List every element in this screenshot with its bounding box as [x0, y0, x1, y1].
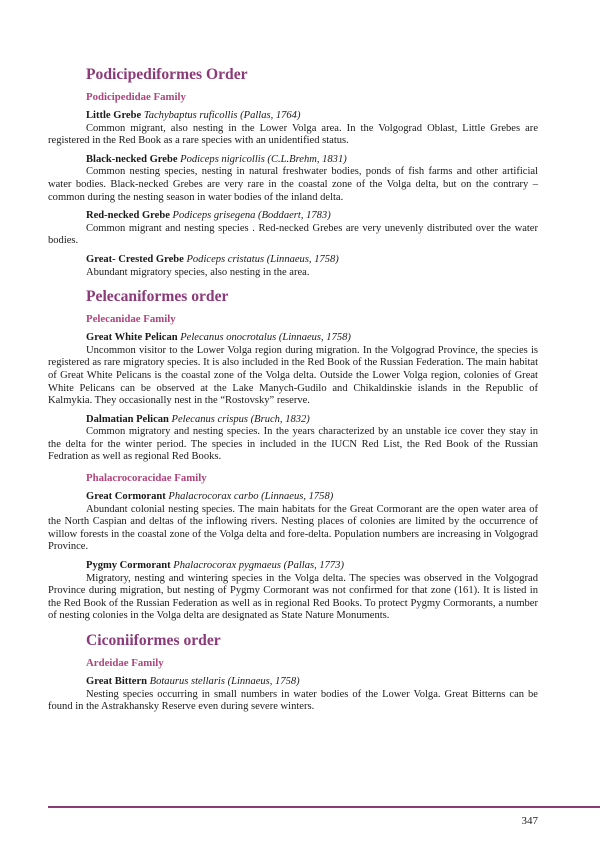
family-heading: Phalacrocoracidae Family [86, 472, 207, 485]
species-entry [48, 676, 538, 714]
species-common-name: Pygmy Cormorant [86, 560, 171, 572]
species-entry [48, 491, 538, 554]
species-latin-name: Phalacrocorax pygmaeus (Pallas, 1773) [173, 560, 344, 572]
species-latin-name: Podiceps grisegena (Boddaert, 1783) [172, 210, 331, 222]
species-entry [48, 560, 538, 623]
species-latin-name: Podiceps cristatus (Linnaeus, 1758) [186, 253, 339, 265]
species-description: Migratory, nesting and wintering species in the Volga delta. The species was observed in the Volgograd Province during migration, but nesting of Pygmy Cormorant was not confirmed for that zone (161). It is listed in the Red Book of the Russian Federation as well as in regional Red Books. To protect Pygmy Cormorants, a number of nesting colonies in the Volga delta are designated as State Nature Monuments. [48, 572, 538, 622]
species-common-name: Great- Crested Grebe [86, 253, 184, 265]
species-description: Common migrant and nesting species . Red-necked Grebes are very unevenly distributed over the water bodies. [48, 222, 538, 247]
species-common-name: Dalmatian Pelican [86, 413, 169, 425]
species-latin-name: Botaurus stellaris (Linnaeus, 1758) [149, 676, 300, 687]
species-latin-name: Pelecanus onocrotalus (Linnaeus, 1758) [180, 332, 351, 344]
species-description: Common nesting species, nesting in natural freshwater bodies, ponds of fish farms and other artificial water bodies. Black-necked Grebes are very rare in the coastal zone of the Volga delta, but on the contrary – common during the nesting season in water bodies of the inland delta. [48, 166, 538, 203]
page-number: 347 [521, 815, 538, 827]
species-entry [48, 154, 538, 204]
species-common-name: Red-necked Grebe [86, 210, 170, 222]
species-common-name: Great White Pelican [86, 332, 178, 344]
species-latin-name: Podiceps nigricollis (C.L.Brehm, 1831) [180, 153, 347, 165]
species-common-name: Great Bittern [86, 676, 148, 687]
order-heading: Podicipediformes Order [86, 66, 248, 83]
page-content [48, 66, 538, 720]
family-heading: Ardeidae Family [86, 657, 164, 669]
species-entry [48, 332, 538, 408]
species-description: Uncommon visitor to the Lower Volga region during migration. In the Volgograd Province, the species is registered as rare migratory species. It is also included in the Red Book of the Russian Federation. The main habitat of Great White Pelicans is the coastal zone of the Volga delta. Outside the Lower Volga region, colonies of Great White Pelicans can be observed at the Lake Manych-Gudilo and Chikaldinskie islands in the Republic of Kalmykia. They occasionally nest in the “Rostovsky” reserve. [48, 344, 538, 407]
order-heading: Pelecaniformes order [86, 288, 229, 306]
species-latin-name: Tachybaptus ruficollis (Pallas, 1764) [143, 110, 301, 121]
species-description: Nesting species occurring in small numbers in water bodies of the Lower Volga. Great Bitterns can be found in the Astrakhansky Reserve even during severe winters. [48, 688, 538, 713]
species-description: Abundant migratory species, also nesting in the area. [86, 266, 310, 278]
order-heading: Ciconiiformes order [86, 632, 221, 649]
species-entry [48, 254, 538, 279]
species-common-name: Black-necked Grebe [86, 153, 178, 165]
species-description: Abundant colonial nesting species. The main habitats for the Great Cormorant are the open water area of the North Caspian and deltas of the inflowing rivers. Nesting places of colonies are limited by the occurrence of willow forests in the coastal zone of the Volga delta and fore-delta. Population numbers are increasing in Volgograd Province. [48, 503, 538, 553]
species-latin-name: Phalacrocorax carbo (Linnaeus, 1758) [168, 491, 334, 503]
species-latin-name: Pelecanus crispus (Bruch, 1832) [171, 413, 310, 425]
family-heading: Podicipedidae Family [86, 91, 186, 103]
species-description: Common migrant, also nesting in the Lower Volga area. In the Volgograd Oblast, Little Grebes are registered in the Red Book as a rare species with an unidentified status. [48, 122, 538, 147]
species-description: Common migratory and nesting species. In the years characterized by an unstable ice cover they stay in the delta for the winter period. The species in included in the IUCN Red List, the Red Book of the Russian Fedration as well as regional Red Books. [48, 426, 538, 463]
family-heading: Pelecanidae Family [86, 313, 176, 326]
species-common-name: Little Grebe [86, 110, 142, 121]
species-common-name: Great Cormorant [86, 491, 166, 503]
footer-rule [48, 806, 600, 808]
species-entry [48, 414, 538, 464]
species-entry [48, 110, 538, 148]
species-entry [48, 210, 538, 248]
